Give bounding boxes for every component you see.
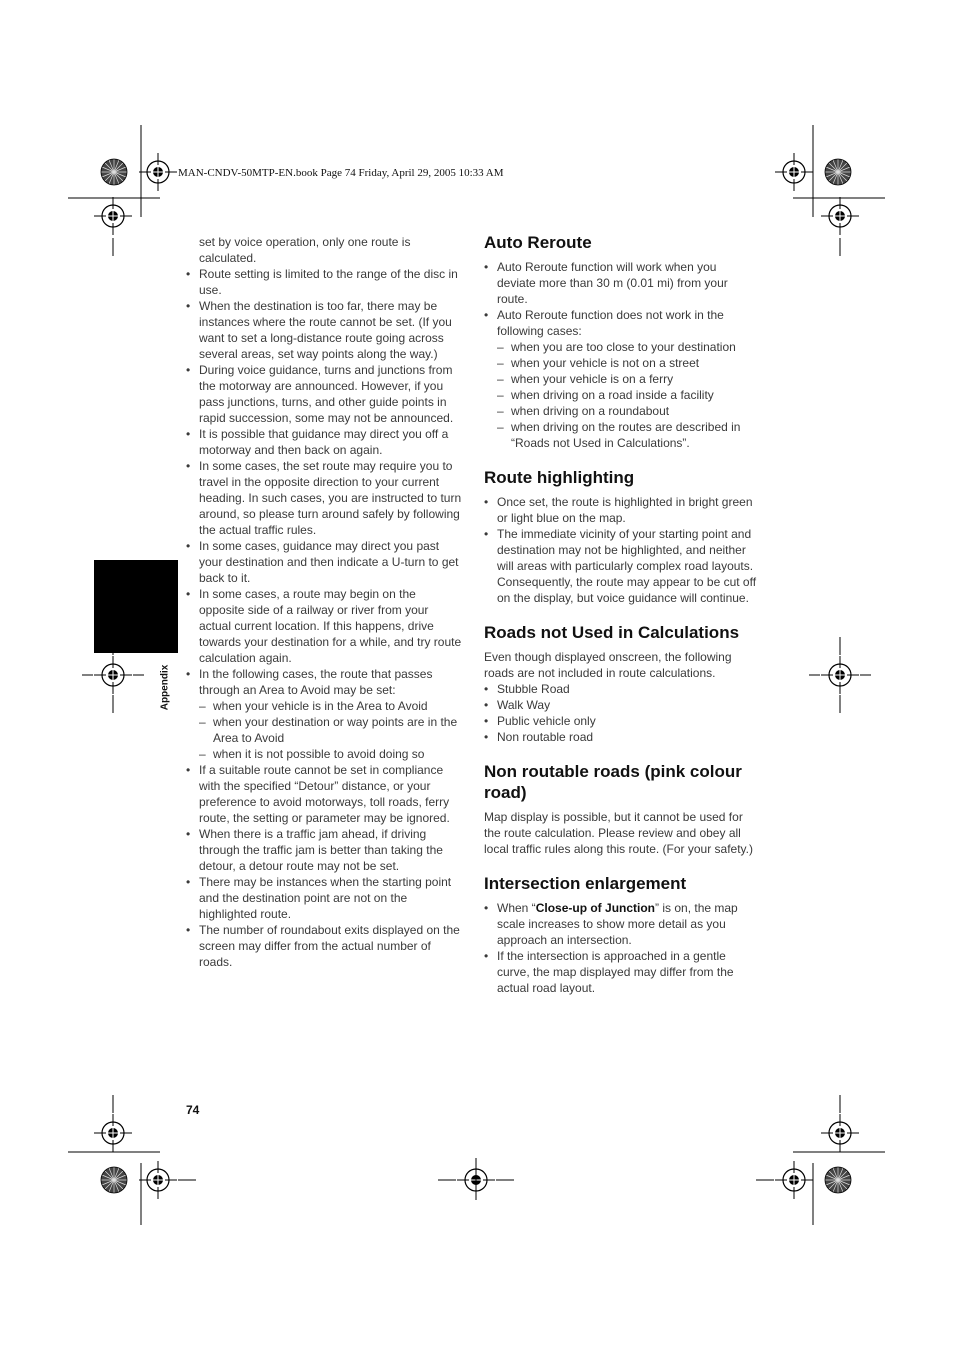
list-item: • When there is a traffic jam ahead, if driving through the traffic jam is better than taking the detour, a detour route may not be set. xyxy=(186,826,462,874)
text-after-term: ” is on, the map scale increases to show more detail as you approach an intersection. xyxy=(497,901,738,947)
continuation-text: set by voice operation, only one route is calculated. xyxy=(199,235,411,265)
dash-item: – when you are too close to your destination xyxy=(497,339,758,355)
list-item xyxy=(484,307,758,451)
roads-not-used-list xyxy=(484,681,758,745)
left-column xyxy=(186,234,462,970)
list-item: • In some cases, a route may begin on the opposite side of a railway or river from your actual current location. If this happens, drive towards your destination for a while, and try route calculation again. xyxy=(186,586,462,666)
route-highlighting-heading: Route highlighting xyxy=(484,468,635,487)
roads-not-used-section xyxy=(484,622,758,745)
list-item: • Once set, the route is highlighted in bright green or light blue on the map. xyxy=(484,494,758,526)
list-item: • Public vehicle only xyxy=(484,713,758,729)
right-column xyxy=(484,232,758,1012)
list-item-area-to-avoid xyxy=(186,666,462,762)
page-number: 74 xyxy=(186,1103,200,1117)
list-item-text: Auto Reroute function does not work in the following cases: xyxy=(497,308,724,338)
dash-item: – when your vehicle is in the Area to Avoid xyxy=(199,698,462,714)
list-item: • Walk Way xyxy=(484,697,758,713)
list-item: • If the intersection is approached in a gentle curve, the map displayed may differ from the actual road layout. xyxy=(484,948,758,996)
section-tab xyxy=(94,560,178,653)
side-label-text: Appendix xyxy=(159,664,171,711)
book-file-info: MAN-CNDV-50MTP-EN.book Page 74 Friday, April 29, 2005 10:33 AM xyxy=(178,167,504,179)
list-item: • Non routable road xyxy=(484,729,758,745)
list-item xyxy=(484,900,758,948)
list-item: • The immediate vicinity of your starting point and destination may not be highlighted, and neither will areas with particularly complex road layouts. Consequently, the route may appear to be cut off on the display, but voice guidance will continue. xyxy=(484,526,758,606)
list-item: • If a suitable route cannot be set in compliance with the specified “Detour” distance, or your preference to avoid motorways, toll roads, ferry route, the setting or parameter may be ignored. xyxy=(186,762,462,826)
list-item-text: In the following cases, the route that passes through an Area to Avoid may be set: xyxy=(199,667,433,697)
list-item: • The number of roundabout exits displayed on the screen may differ from the actual number of roads. xyxy=(186,922,462,970)
non-routable-heading: Non routable roads (pink colour road) xyxy=(484,762,742,802)
dash-list xyxy=(199,698,462,762)
text-before-term: When “ xyxy=(497,901,536,915)
list-item: • Stubble Road xyxy=(484,681,758,697)
dash-item: – when your destination or way points are in the Area to Avoid xyxy=(199,714,462,746)
list-item: • There may be instances when the starting point and the destination point are not on the highlighted route. xyxy=(186,874,462,922)
dash-item: – when driving on the routes are described in “Roads not Used in Calculations”. xyxy=(497,419,758,451)
list-item: • Auto Reroute function will work when you deviate more than 30 m (0.01 mi) from your route. xyxy=(484,259,758,307)
auto-reroute-section xyxy=(484,232,758,451)
list-item: • Route setting is limited to the range of the disc in use. xyxy=(186,266,462,298)
list-item: • In some cases, guidance may direct you past your destination and then indicate a U-turn to get back to it. xyxy=(186,538,462,586)
intersection-section xyxy=(484,873,758,996)
dash-item: – when your vehicle is on a ferry xyxy=(497,371,758,387)
list-item: • During voice guidance, turns and junctions from the motorway are announced. However, if you pass junctions, turns, and other guide points in rapid succession, some may not be announced. xyxy=(186,362,462,426)
dash-item: – when it is not possible to avoid doing so xyxy=(199,746,462,762)
intersection-heading: Intersection enlargement xyxy=(484,874,687,893)
menu-term: Close-up of Junction xyxy=(535,901,656,915)
non-routable-section xyxy=(484,761,758,857)
dash-list xyxy=(497,339,758,451)
roads-not-used-heading: Roads not Used in Calculations xyxy=(484,623,740,642)
dash-item: – when driving on a road inside a facility xyxy=(497,387,758,403)
roads-not-used-intro: Even though displayed onscreen, the following roads are not included in route calculations. xyxy=(484,650,732,680)
list-item: • When the destination is too far, there may be instances where the route cannot be set. (If you want to set a long-distance route going across several areas, set way points along the way.) xyxy=(186,298,462,362)
non-routable-text: Map display is possible, but it cannot be used for the route calculation. Please review and obey all local traffic rules along this route. (For your safety.) xyxy=(484,810,753,856)
notes-list xyxy=(186,266,462,970)
list-item: • In some cases, the set route may require you to travel in the opposite direction to your current heading. In such cases, you are instructed to turn around, so please turn around safely by following the actual traffic rules. xyxy=(186,458,462,538)
list-item: • It is possible that guidance may direct you off a motorway and then back on again. xyxy=(186,426,462,458)
dash-item: – when your vehicle is not on a street xyxy=(497,355,758,371)
route-highlighting-section xyxy=(484,467,758,606)
dash-item: – when driving on a roundabout xyxy=(497,403,758,419)
auto-reroute-list xyxy=(484,259,758,451)
auto-reroute-heading: Auto Reroute xyxy=(484,233,592,252)
intersection-list xyxy=(484,900,758,996)
route-highlighting-list xyxy=(484,494,758,606)
